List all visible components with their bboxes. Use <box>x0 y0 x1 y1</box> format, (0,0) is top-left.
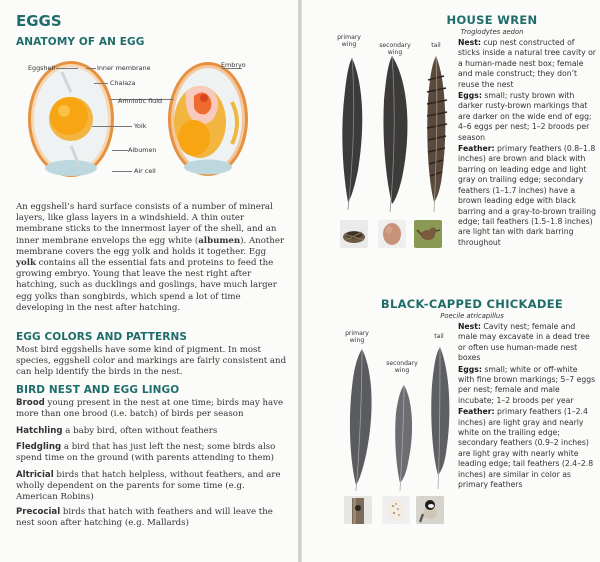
lingo-precocial: Precocial birds that hatch with feathers and will leave the nest soon after hatching (e.g. Mallards) <box>16 507 273 529</box>
label-embryo: Embryo <box>221 61 246 69</box>
chickadee-feather: Feather: primary feathers (1–2.4 inches) are light gray and nearly white on the trailing edge; secondary feathers (0.9–2 inches) are light gray with nearly white leading edge; tail feathers (2.4–2.8 inches) are similar in color as primary feathers <box>458 407 594 490</box>
lingo-fledgling: Fledgling a bird that has just left the nest; some birds also spend time on the ground (with parents attending to them) <box>16 442 276 464</box>
label-inner-membrane: Inner membrane <box>97 64 151 72</box>
wren-nest: Nest: cup nest constructed of sticks inside a natural tree cavity or a human-made nest box; female and male construct; they don’t reuse the nest <box>458 38 596 89</box>
wren-scientific-name: Troglodytes aedon <box>460 28 524 36</box>
chickadee-primary-label: primary wing <box>345 330 369 344</box>
egg-colors-heading: EGG COLORS AND PATTERNS <box>16 331 188 343</box>
chickadee-feathers <box>340 345 460 493</box>
label-albumen: Albumen <box>128 146 157 154</box>
wren-primary-feather <box>342 58 362 210</box>
wren-secondary-label: secondary wing <box>379 42 411 56</box>
wren-tail-label: tail <box>431 42 441 49</box>
egg-colors-text: Most bird eggshells have some kind of pigment. In most species, eggshell color and markings are fairly consistent and can help identify the birds in the nest. <box>16 345 287 378</box>
chickadee-eggs: Eggs: small; white or off-white with fine brown markings; 5–7 eggs per nest; female and male incubate; 1–2 broods per year <box>458 364 596 405</box>
wren-feathers <box>332 50 462 215</box>
label-chalaza: Chalaza <box>110 79 136 87</box>
chickadee-secondary-label: secondary wing <box>386 360 418 374</box>
wren-tail-feather <box>427 56 447 212</box>
egg-cross-section <box>28 61 114 177</box>
albumen-term: albumen <box>198 235 241 246</box>
egg-embryo-section <box>168 62 248 176</box>
intro-paragraph: An eggshell’s hard surface consists of a number of mineral layers, like glass layers in a windshield. A thin outer membrane sticks to the innermost layer of the shell, and an inner membrane envelops the egg white (albumen). Another membrane covers the egg yolk and holds it together. Egg yolk contains all the essential fats and proteins to feed the growing embryo. Young that leave the nest right after hatching, such as ducklings and goslings, have much larger egg yolks than songbirds, which spend a lot of time developing in the nest after hatching. <box>16 202 285 313</box>
chickadee-nest: Nest: Cavity nest; female and male may excavate in a dead tree or often use human-made nest boxes <box>458 322 590 363</box>
chickadee-bird-photo <box>416 496 444 524</box>
chickadee-tail-label: tail <box>434 333 444 340</box>
right-page <box>302 0 600 562</box>
anatomy-heading: ANATOMY OF AN EGG <box>16 36 145 48</box>
lingo-altricial: Altricial birds that hatch helpless, without feathers, and are wholly dependent on the parents for some time (e.g. American Robins) <box>16 470 281 503</box>
left-page <box>0 0 298 562</box>
wren-title: HOUSE WREN <box>446 13 538 27</box>
chickadee-primary-feather <box>350 349 372 491</box>
lingo-brood: Brood young present in the nest at one time; birds may have more than one brood (i.e. batch) of birds per season <box>16 398 284 420</box>
chickadee-scientific-name: Poecile atricapillus <box>440 312 504 320</box>
label-eggshell: Eggshell <box>28 64 56 72</box>
label-yolk: Yolk <box>134 122 147 130</box>
wren-description <box>458 38 596 249</box>
wren-bird-photo <box>414 220 442 248</box>
wren-primary-label: primary wing <box>337 34 361 48</box>
chickadee-egg-photo <box>382 496 410 524</box>
chickadee-secondary-feather <box>395 385 412 491</box>
label-amniotic-fluid: Amniotic fluid <box>118 97 163 105</box>
wren-egg-photo <box>378 220 406 248</box>
wren-nest-photo <box>340 220 368 248</box>
lingo-hatchling: Hatchling a baby bird, often without feathers <box>16 426 218 436</box>
wren-eggs: Eggs: small; rusty brown with darker rusty-brown markings that are darker on the wide end of egg; 4–6 eggs per nest; 1–2 broods per season <box>458 91 592 142</box>
wren-secondary-feather <box>383 56 407 212</box>
yolk-term: yolk <box>16 258 36 269</box>
wren-feather: Feather: primary feathers (0.8–1.8 inches) are brown and black with barring on leading edge and light gray on trailing edge; secondary feathers (1–1.7 inches) have a brown leading edge with black barring and a gray-to-brown trailing edge; tail feathers (1.5–1.8 inches) are light tan with dark barring throughout <box>458 144 596 247</box>
lingo-heading: BIRD NEST AND EGG LINGO <box>16 384 180 396</box>
chickadee-description <box>458 322 596 492</box>
chickadee-tail-feather <box>431 347 449 489</box>
chickadee-title: BLACK-CAPPED CHICKADEE <box>380 297 564 311</box>
page-title: EGGS <box>16 12 62 30</box>
label-air-cell: Air cell <box>134 167 156 175</box>
chickadee-nest-photo <box>344 496 372 524</box>
